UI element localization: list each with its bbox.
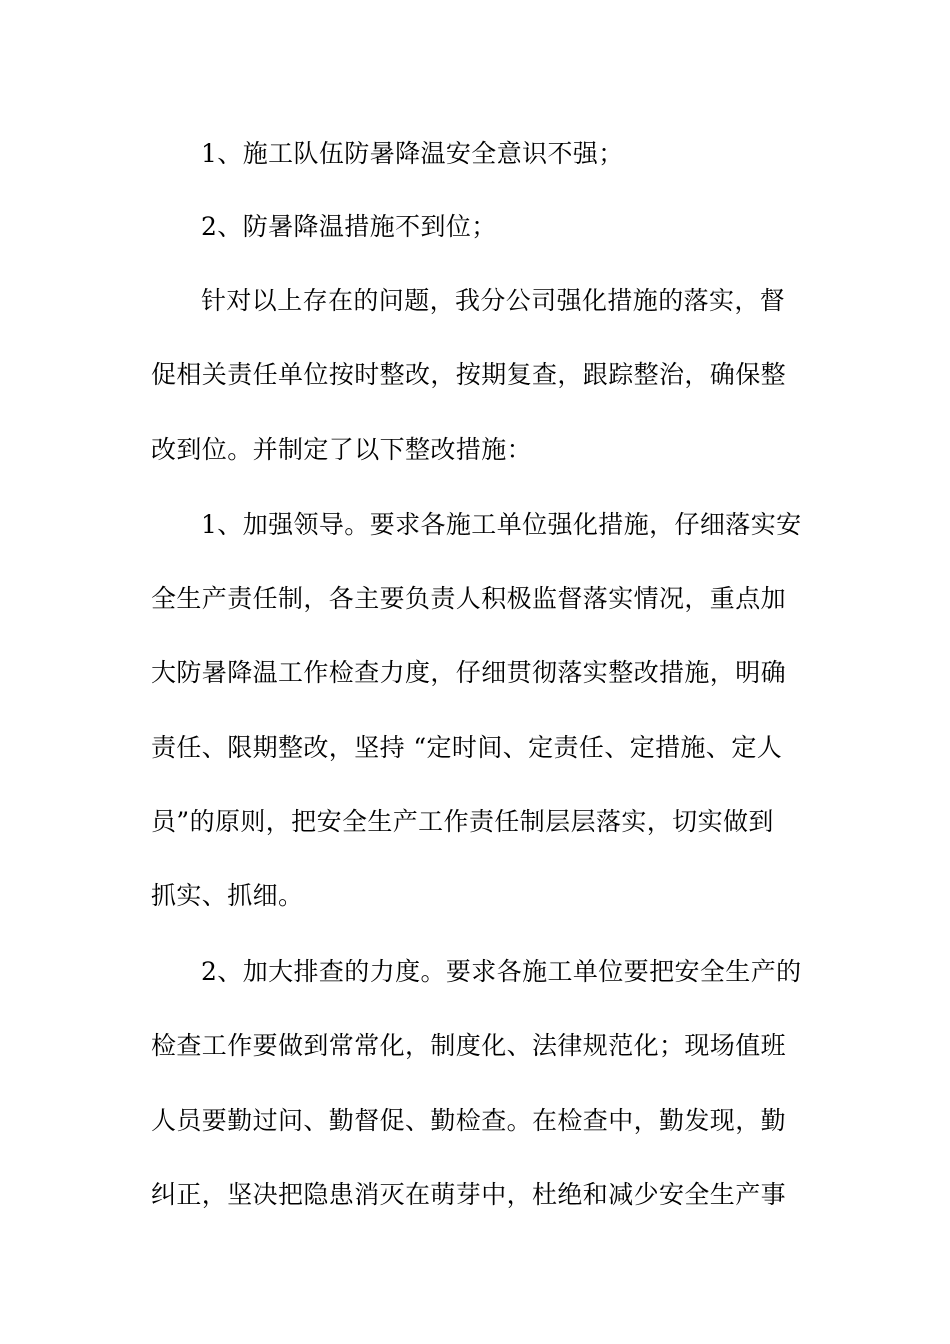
text-line: 纠正，坚决把隐患消灭在萌芽中，杜绝和减少安全生产事 [151, 1180, 787, 1209]
text-line: 全生产责任制，各主要负责人积极监督落实情况，重点加 [151, 584, 787, 613]
text-line: 责任、限期整改，坚持 “定时间、定责任、定措施、定人 [151, 733, 783, 762]
text-line: 改到位。并制定了以下整改措施： [151, 435, 533, 464]
text-line: 促相关责任单位按时整改，按期复查，跟踪整治，确保整 [151, 360, 787, 389]
text-line: 员”的原则，把安全生产工作责任制层层落实，切实做到 [151, 807, 774, 836]
text-line: 人员要勤过问、勤督促、勤检查。在检查中，勤发现，勤 [151, 1106, 787, 1135]
text-line: 2、加大排查的力度。要求各施工单位要把安全生产的 [201, 957, 802, 986]
text-line: 大防暑降温工作检查力度，仔细贯彻落实整改措施，明确 [151, 658, 787, 687]
text-line: 2、防暑降温措施不到位； [201, 212, 497, 241]
text-line: 抓实、抓细。 [151, 881, 304, 910]
text-line: 1、加强领导。要求各施工单位强化措施，仔细落实安 [201, 510, 802, 539]
text-line: 1、施工队伍防暑降温安全意识不强； [201, 139, 624, 168]
text-line: 检查工作要做到常常化，制度化、法律规范化；现场值班 [151, 1031, 787, 1060]
text-line: 针对以上存在的问题，我分公司强化措施的落实，督 [201, 286, 786, 315]
